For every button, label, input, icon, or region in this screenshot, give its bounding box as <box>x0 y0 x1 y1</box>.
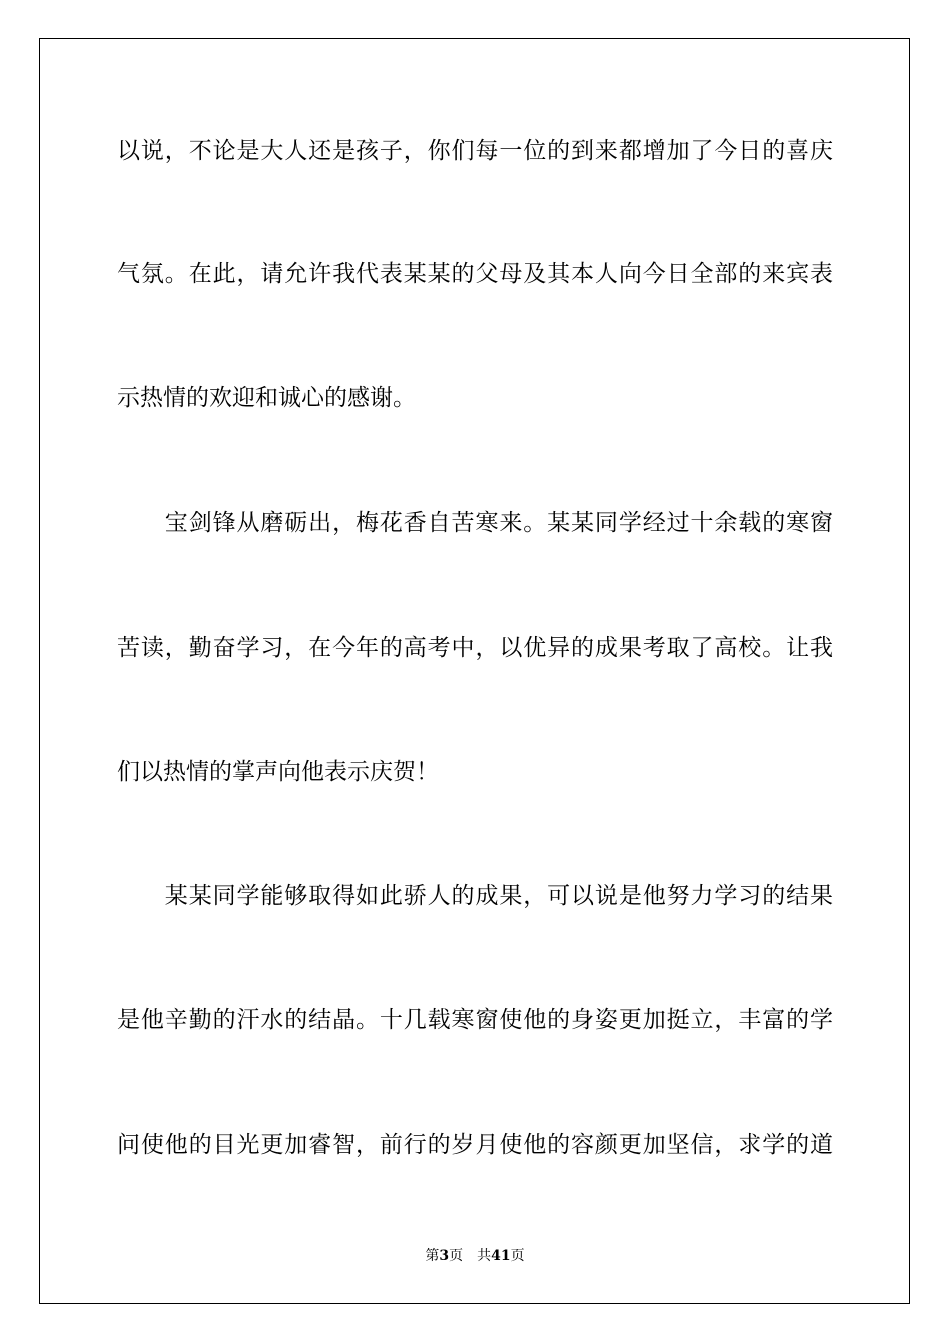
text-line-7: 某某同学能够取得如此骄人的成果，可以说是他努力学习的结果 <box>117 883 833 909</box>
footer-total-pages: 41 <box>491 1248 511 1264</box>
footer-total-prefix: 共 <box>477 1248 492 1264</box>
text-line-1: 以说，不论是大人还是孩子，你们每一位的到来都增加了今日的喜庆 <box>117 138 833 164</box>
page-border <box>39 38 910 1304</box>
text-line-8: 是他辛勤的汗水的结晶。十几载寒窗使他的身姿更加挺立，丰富的学 <box>117 1007 833 1033</box>
footer-page-number: 3 <box>439 1248 450 1264</box>
text-line-4: 宝剑锋从磨砺出，梅花香自苦寒来。某某同学经过十余载的寒窗 <box>117 510 833 536</box>
text-line-2: 气氛。在此，请允许我代表某某的父母及其本人向今日全部的来宾表 <box>117 261 833 287</box>
text-line-3: 示热情的欢迎和诚心的感谢。 <box>117 385 416 411</box>
footer-total-suffix: 页 <box>510 1248 525 1264</box>
footer-page-prefix: 第 <box>425 1248 440 1264</box>
text-line-6: 们以热情的掌声向他表示庆贺！ <box>117 759 439 785</box>
text-line-5: 苦读，勤奋学习，在今年的高考中，以优异的成果考取了高校。让我 <box>117 635 833 661</box>
footer-page-suffix: 页 <box>449 1248 464 1264</box>
page-footer <box>0 1247 950 1265</box>
text-line-9: 问使他的目光更加睿智，前行的岁月使他的容颜更加坚信，求学的道 <box>117 1132 833 1158</box>
